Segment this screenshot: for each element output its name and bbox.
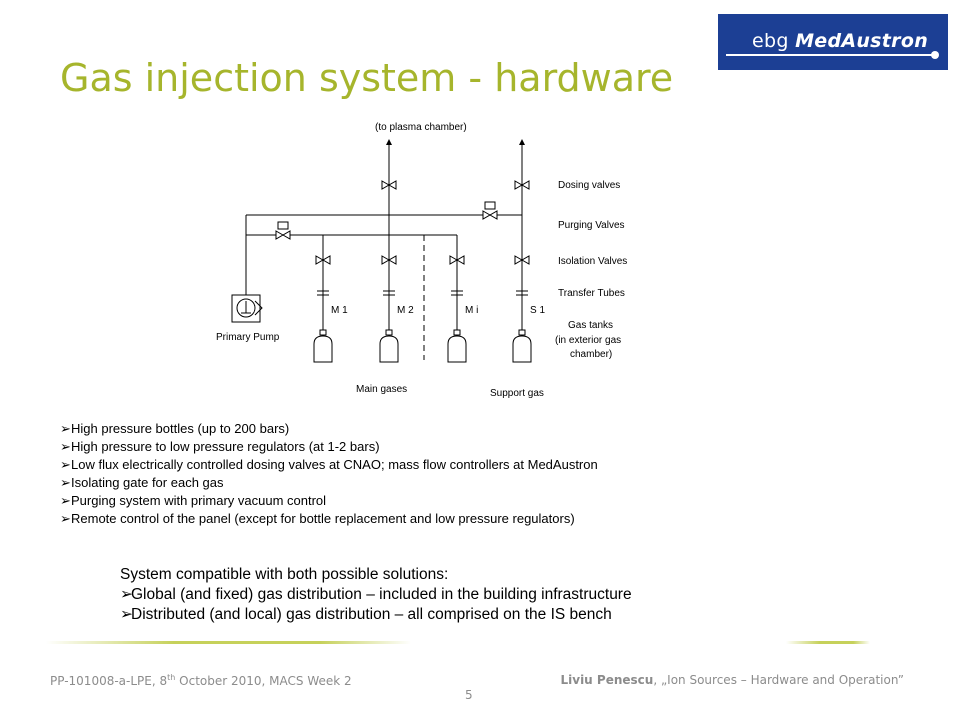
label-mi: M i (465, 305, 479, 316)
arrow-bullet-icon: ➢ (120, 606, 133, 623)
label-gas-tanks-1: Gas tanks (568, 320, 614, 331)
arrow-bullet-icon: ➢ (60, 511, 71, 526)
label-gas-tanks-3: chamber) (570, 349, 613, 360)
bullet-item: ➢Remote control of the panel (except for bottle replacement and low pressure regulators) (60, 511, 575, 526)
footer-author: Liviu Penescu, „Ion Sources – Hardware and Operation” (560, 673, 904, 687)
arrow-bullet-icon: ➢ (60, 439, 71, 454)
label-plasma-chamber: (to plasma chamber) (375, 122, 467, 133)
purging-valve-support (483, 211, 497, 219)
footer-reference: PP-101008-a-LPE, 8th October 2010, MACS Week 2 (50, 673, 352, 688)
arrow-bullet-icon: ➢ (60, 493, 71, 508)
compat-section (120, 565, 632, 625)
arrow-bullet-icon: ➢ (120, 586, 133, 603)
slide-title: Gas injection system - hardware (60, 56, 674, 100)
bullet-item: ➢Isolating gate for each gas (60, 475, 224, 490)
label-s1: S 1 (530, 305, 546, 316)
decor-line-right (786, 641, 870, 644)
label-gas-tanks-2: (in exterior gas (555, 335, 622, 346)
decor-line-left (46, 641, 411, 644)
hardware-bullet-list (60, 420, 598, 528)
arrow-bullet-icon: ➢ (60, 457, 71, 472)
label-support-gas: Support gas (490, 388, 544, 399)
label-dosing-valves: Dosing valves (558, 180, 621, 191)
bottle-m2 (380, 330, 398, 362)
compat-item: ➢Global (and fixed) gas distribution – included in the building infrastructure (120, 586, 632, 603)
label-primary-pump: Primary Pump (216, 332, 280, 343)
bottle-mi (448, 330, 466, 362)
bullet-item: ➢High pressure to low pressure regulators (at 1-2 bars) (60, 439, 380, 454)
compat-intro: System compatible with both possible solutions: (120, 566, 449, 583)
bottle-s1 (513, 330, 531, 362)
arrow-bullet-icon: ➢ (60, 421, 71, 436)
logo-brand: MedAustron (795, 30, 929, 52)
bullet-item: ➢Purging system with primary vacuum control (60, 493, 327, 508)
label-transfer-tubes: Transfer Tubes (558, 288, 625, 299)
arrow-bullet-icon: ➢ (60, 475, 71, 490)
compat-item: ➢Distributed (and local) gas distribution – all comprised on the IS bench (120, 606, 612, 623)
label-m2: M 2 (397, 305, 414, 316)
page-number: 5 (465, 688, 473, 702)
purging-valve-main (276, 231, 290, 239)
bullet-item: ➢High pressure bottles (up to 200 bars) (60, 421, 290, 436)
label-main-gases: Main gases (356, 384, 408, 395)
label-m1: M 1 (331, 305, 348, 316)
label-isolation-valves: Isolation Valves (558, 256, 628, 267)
label-purging-valves: Purging Valves (558, 220, 625, 231)
bottle-m1 (314, 330, 332, 362)
logo-prefix: ebg (752, 30, 796, 52)
bullet-item: ➢Low flux electrically controlled dosing valves at CNAO; mass flow controllers at MedAustron (60, 457, 598, 472)
